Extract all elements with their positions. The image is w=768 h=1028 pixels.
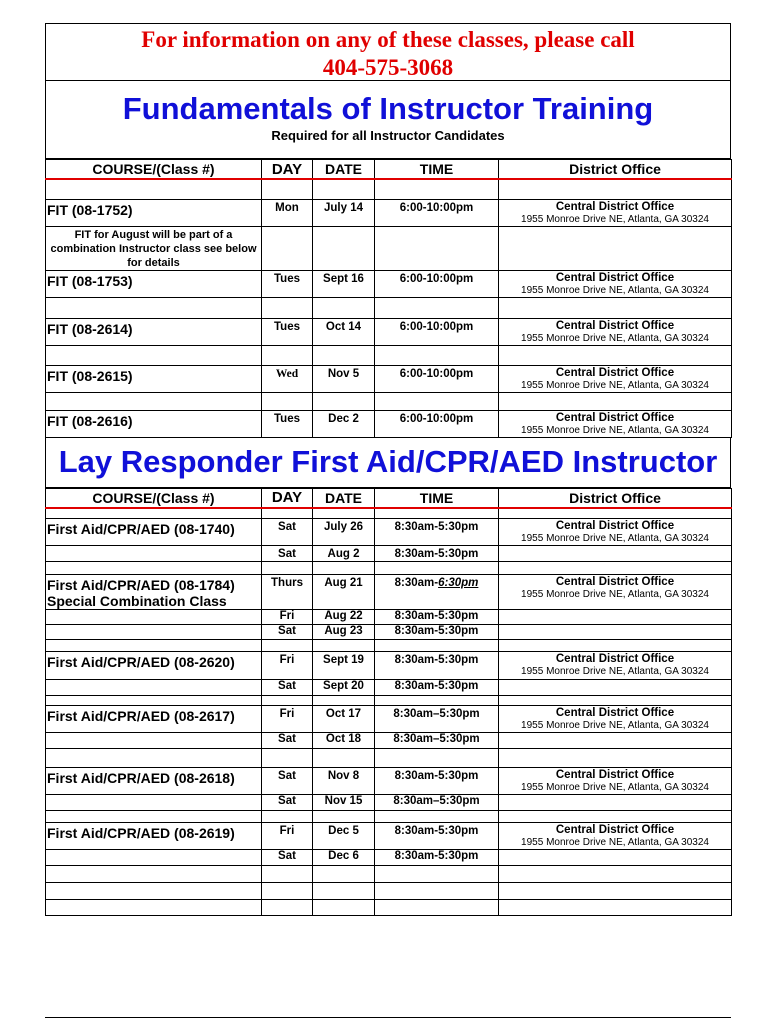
spacer-row [46, 883, 732, 900]
office-address: 1955 Monroe Drive NE, Atlanta, GA 30324 [521, 213, 709, 225]
course-day: Sat [262, 850, 313, 866]
table-row [46, 199, 732, 226]
spacer-row [46, 345, 732, 365]
course-day: Thurs [262, 575, 313, 610]
course-name-line-1: First Aid/CPR/AED (08-1784) [47, 577, 235, 593]
spacer-row [46, 508, 732, 519]
office-name: Central District Office [555, 271, 675, 284]
course-day: Tues [262, 270, 313, 297]
course-day: Wed [262, 365, 313, 392]
table-row [46, 795, 732, 811]
table-row [46, 318, 732, 345]
notice-line-1: For information on any of these classes, please call [141, 27, 635, 52]
course-office [499, 270, 732, 297]
table-row [46, 680, 732, 696]
spacer-row [46, 866, 732, 883]
table-header-row [46, 160, 732, 180]
course-day: Sat [262, 795, 313, 811]
course-time: 8:30am-5:30pm [375, 823, 499, 850]
spacer-row [46, 900, 732, 916]
office-address: 1955 Monroe Drive NE, Atlanta, GA 30324 [521, 284, 709, 296]
table-row [46, 546, 732, 562]
spacer-row [46, 696, 732, 706]
course-office [499, 706, 732, 733]
course-name [46, 575, 262, 610]
table-row [46, 652, 732, 680]
course-day: Sat [262, 519, 313, 546]
course-date: Nov 5 [313, 365, 375, 392]
course-day: Tues [262, 410, 313, 437]
course-date: Aug 23 [313, 625, 375, 640]
course-name: First Aid/CPR/AED (08-1740) [46, 519, 262, 546]
section-fa-title [45, 438, 731, 488]
office-address: 1955 Monroe Drive NE, Atlanta, GA 30324 [521, 589, 709, 600]
course-office [499, 365, 732, 392]
course-date: Aug 21 [313, 575, 375, 610]
course-office [499, 519, 732, 546]
office-address: 1955 Monroe Drive NE, Atlanta, GA 30324 [521, 720, 709, 731]
office-name: Central District Office [555, 520, 675, 532]
course-office [499, 768, 732, 795]
course-date: Nov 8 [313, 768, 375, 795]
course-name: First Aid/CPR/AED (08-2618) [46, 768, 262, 795]
course-date: July 14 [313, 199, 375, 226]
course-name-line-2: Special Combination Class [47, 593, 227, 609]
header-day: DAY [262, 160, 313, 180]
spacer-row [46, 297, 732, 318]
course-day: Sat [262, 625, 313, 640]
table-row [46, 850, 732, 866]
time-end-emphasis: 6:30pm [438, 577, 479, 589]
office-name: Central District Office [555, 576, 675, 588]
office-address: 1955 Monroe Drive NE, Atlanta, GA 30324 [521, 332, 709, 344]
office-address: 1955 Monroe Drive NE, Atlanta, GA 30324 [521, 533, 709, 544]
course-day: Sat [262, 546, 313, 562]
header-course: COURSE/(Class #) [46, 488, 262, 508]
course-date: Sept 16 [313, 270, 375, 297]
notice-phone: 404-575-3068 [322, 55, 454, 80]
course-time: 8:30am-5:30pm [375, 625, 499, 640]
spacer-row [46, 179, 732, 199]
header-date: DATE [313, 160, 375, 180]
spacer-row [46, 640, 732, 652]
course-time: 8:30am-5:30pm [375, 652, 499, 680]
course-day: Fri [262, 652, 313, 680]
office-address: 1955 Monroe Drive NE, Atlanta, GA 30324 [521, 837, 709, 848]
course-time: 8:30am–5:30pm [375, 706, 499, 733]
office-address: 1955 Monroe Drive NE, Atlanta, GA 30324 [521, 424, 709, 436]
spacer-row [46, 811, 732, 823]
office-name: Central District Office [555, 200, 675, 213]
fit-section-heading: Fundamentals of Instructor Training [122, 91, 654, 126]
course-name: FIT (08-2616) [46, 410, 262, 437]
fit-schedule-table [45, 159, 732, 438]
header-date: DATE [313, 488, 375, 508]
fit-section-subtitle: Required for all Instructor Candidates [271, 128, 505, 143]
office-name: Central District Office [555, 653, 675, 665]
fa-schedule-table [45, 488, 732, 917]
course-day: Fri [262, 610, 313, 625]
table-row [46, 706, 732, 733]
header-office: District Office [499, 160, 732, 180]
fit-august-note: FIT for August will be part of a combination Instructor class see below for details [46, 226, 262, 270]
table-row [46, 823, 732, 850]
office-address: 1955 Monroe Drive NE, Atlanta, GA 30324 [521, 666, 709, 677]
time-start: 8:30am- [394, 577, 439, 589]
course-name: FIT (08-2614) [46, 318, 262, 345]
header-time: TIME [375, 160, 499, 180]
next-page-box-edge [45, 1017, 731, 1028]
table-row [46, 519, 732, 546]
course-name: First Aid/CPR/AED (08-2620) [46, 652, 262, 680]
header-time: TIME [375, 488, 499, 508]
table-row [46, 625, 732, 640]
course-name: FIT (08-1753) [46, 270, 262, 297]
course-office [499, 410, 732, 437]
office-name: Central District Office [555, 319, 675, 332]
table-row [46, 365, 732, 392]
course-time: 6:00-10:00pm [375, 365, 499, 392]
course-date: Sept 19 [313, 652, 375, 680]
course-time: 8:30am-5:30pm [375, 768, 499, 795]
course-day: Tues [262, 318, 313, 345]
header-day: DAY [262, 488, 313, 508]
course-time: 8:30am-5:30pm [375, 850, 499, 866]
spacer-row [46, 562, 732, 575]
course-time: 6:00-10:00pm [375, 270, 499, 297]
course-day: Sat [262, 733, 313, 749]
course-date: Dec 6 [313, 850, 375, 866]
course-time: 6:00-10:00pm [375, 318, 499, 345]
office-name: Central District Office [555, 769, 675, 781]
course-name: FIT (08-2615) [46, 365, 262, 392]
table-row [46, 610, 732, 625]
info-notice [45, 23, 731, 81]
section-fit-title [45, 81, 731, 159]
course-time: 8:30am-5:30pm [375, 546, 499, 562]
table-header-row [46, 488, 732, 508]
fit-note-row [46, 226, 732, 270]
header-course: COURSE/(Class #) [46, 160, 262, 180]
course-date: Oct 14 [313, 318, 375, 345]
course-time [375, 575, 499, 610]
table-row [46, 575, 732, 610]
course-time: 8:30am–5:30pm [375, 733, 499, 749]
course-time: 6:00-10:00pm [375, 199, 499, 226]
course-day: Sat [262, 768, 313, 795]
course-office [499, 318, 732, 345]
course-office [499, 652, 732, 680]
course-time: 8:30am–5:30pm [375, 795, 499, 811]
table-row [46, 768, 732, 795]
course-date: Dec 2 [313, 410, 375, 437]
course-date: July 26 [313, 519, 375, 546]
course-office [499, 199, 732, 226]
header-office: District Office [499, 488, 732, 508]
schedule-page [45, 23, 731, 916]
course-date: Sept 20 [313, 680, 375, 696]
office-name: Central District Office [555, 824, 675, 836]
course-name: First Aid/CPR/AED (08-2619) [46, 823, 262, 850]
spacer-row [46, 749, 732, 768]
course-time: 8:30am-5:30pm [375, 610, 499, 625]
office-name: Central District Office [555, 411, 675, 424]
table-row [46, 733, 732, 749]
course-time: 8:30am-5:30pm [375, 519, 499, 546]
spacer-row [46, 392, 732, 410]
course-day: Sat [262, 680, 313, 696]
table-row [46, 410, 732, 437]
fa-section-heading: Lay Responder First Aid/CPR/AED Instructor [58, 443, 718, 479]
course-date: Dec 5 [313, 823, 375, 850]
office-address: 1955 Monroe Drive NE, Atlanta, GA 30324 [521, 782, 709, 793]
course-time: 6:00-10:00pm [375, 410, 499, 437]
course-name: First Aid/CPR/AED (08-2617) [46, 706, 262, 733]
course-date: Oct 18 [313, 733, 375, 749]
course-date: Aug 2 [313, 546, 375, 562]
course-date: Aug 22 [313, 610, 375, 625]
course-date: Nov 15 [313, 795, 375, 811]
course-day: Fri [262, 706, 313, 733]
course-time: 8:30am-5:30pm [375, 680, 499, 696]
course-day: Fri [262, 823, 313, 850]
course-name: FIT (08-1752) [46, 199, 262, 226]
course-office [499, 823, 732, 850]
office-name: Central District Office [555, 707, 675, 719]
course-day: Mon [262, 199, 313, 226]
table-row [46, 270, 732, 297]
course-date: Oct 17 [313, 706, 375, 733]
office-name: Central District Office [555, 366, 675, 379]
office-address: 1955 Monroe Drive NE, Atlanta, GA 30324 [521, 379, 709, 391]
course-office [499, 575, 732, 610]
